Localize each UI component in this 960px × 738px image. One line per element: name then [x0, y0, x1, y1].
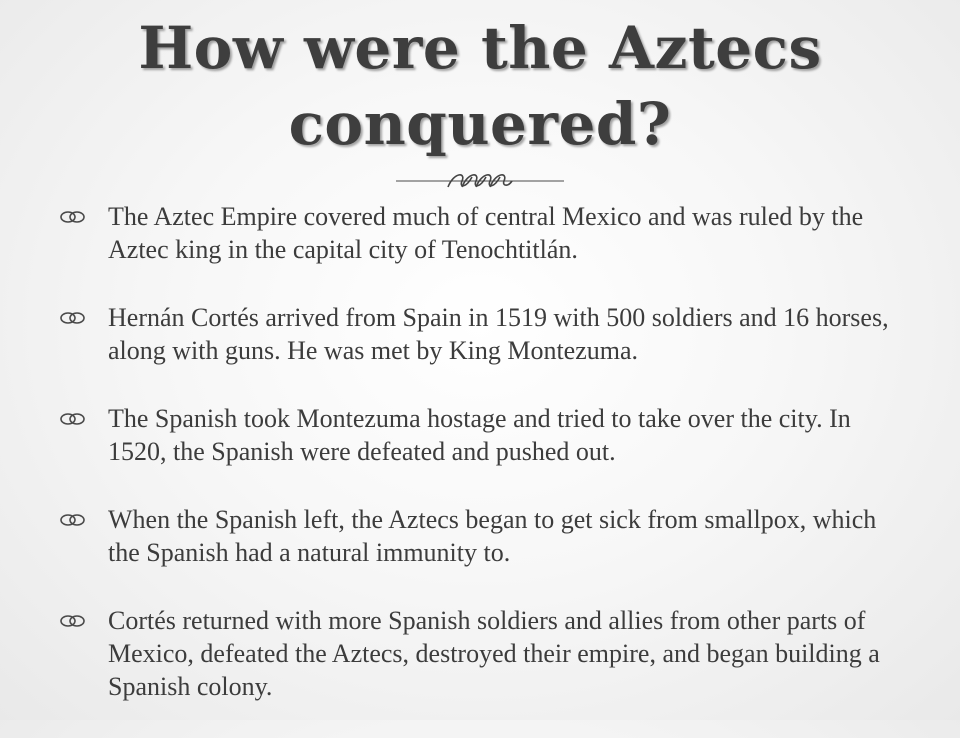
list-item [58, 604, 908, 703]
bullet-text: The Aztec Empire covered much of central Mexico and was ruled by the Aztec king in the capital city of Tenochtitlán. [108, 202, 864, 264]
double-ring-bullet-icon [58, 310, 88, 326]
list-item [58, 503, 908, 569]
list-item [58, 301, 908, 367]
list-item [58, 402, 908, 468]
bullet-text: Hernán Cortés arrived from Spain in 1519 with 500 soldiers and 16 horses, along with guns. He was met by King Montezuma. [108, 303, 889, 365]
bullet-list [58, 200, 908, 738]
slide-title-line-1: How were the Aztecs [138, 14, 822, 82]
double-ring-bullet-icon [58, 411, 88, 427]
bullet-text: Cortés returned with more Spanish soldiers and allies from other parts of Mexico, defeated the Aztecs, destroyed their empire, and began building a Spanish colony. [108, 606, 880, 701]
bullet-text: The Spanish took Montezuma hostage and tried to take over the city. In 1520, the Spanish were defeated and pushed out. [108, 404, 851, 466]
slide-title [100, 10, 860, 162]
double-ring-bullet-icon [58, 512, 88, 528]
double-ring-bullet-icon [58, 209, 88, 225]
list-item [58, 200, 908, 266]
scroll-ornament-icon [396, 168, 564, 194]
double-ring-bullet-icon [58, 613, 88, 629]
bullet-text: When the Spanish left, the Aztecs began to get sick from smallpox, which the Spanish had a natural immunity to. [108, 505, 877, 567]
slide-title-line-2: conquered? [288, 90, 672, 158]
